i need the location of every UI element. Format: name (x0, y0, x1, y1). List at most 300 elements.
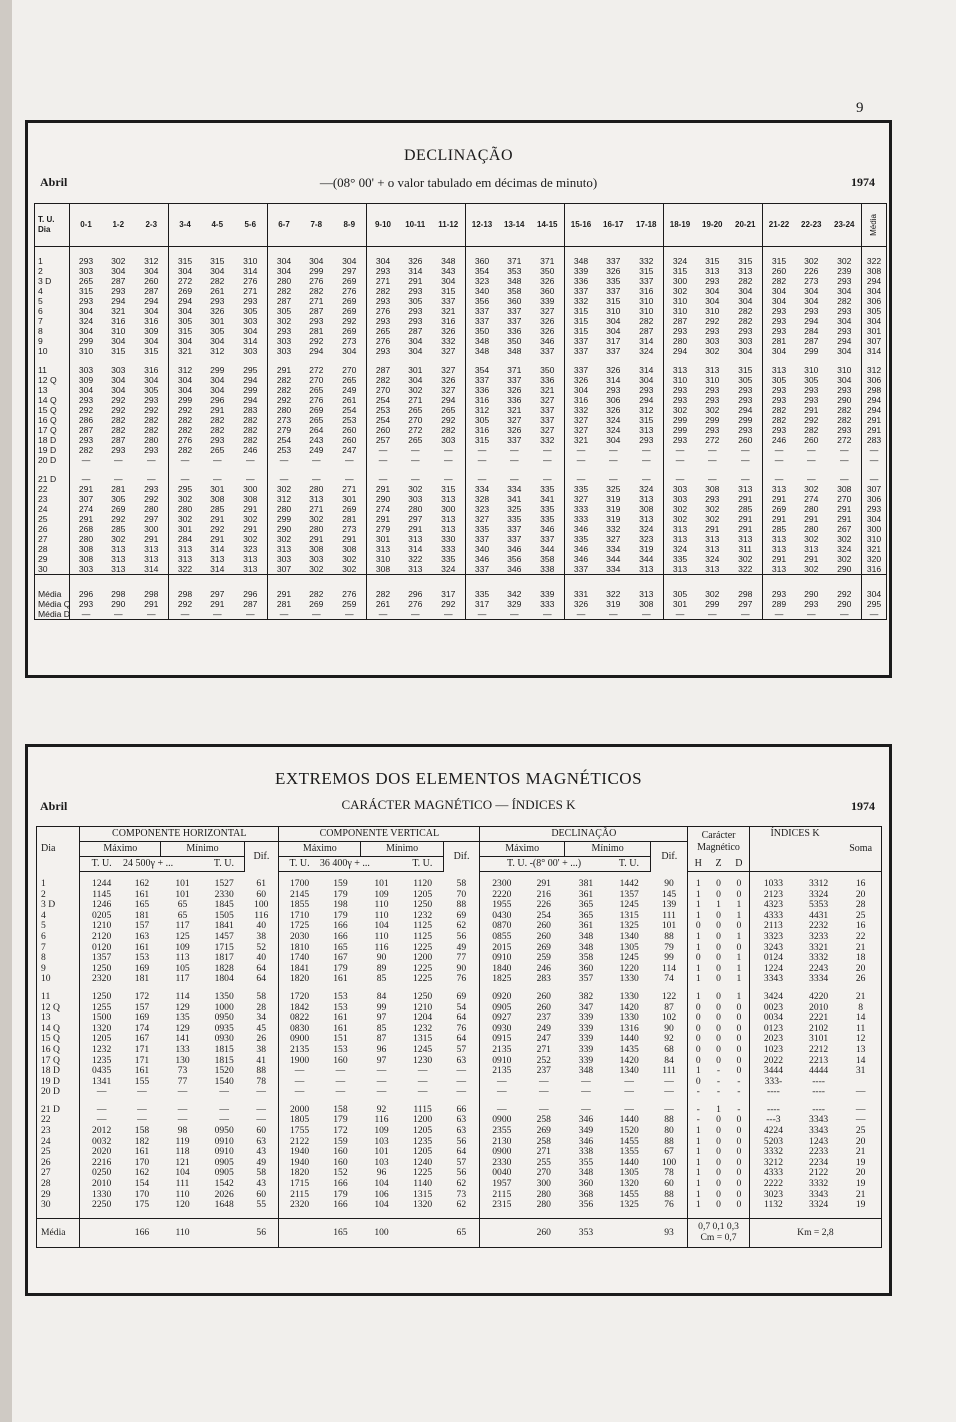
value-cell: — (311, 608, 321, 619)
value-cell: 304 (729, 286, 763, 296)
value-cell: 303 (729, 336, 763, 346)
value-cell: 310 (78, 346, 94, 356)
spacer-cell (630, 356, 664, 365)
value-cell: 272 (408, 425, 423, 435)
hour-header: 7-8 (300, 204, 333, 247)
media-cell (402, 1218, 443, 1247)
mean-cell: — (869, 608, 879, 619)
value-cell: — (81, 474, 91, 484)
value-cell: — (294, 1065, 305, 1077)
value-cell: 333 (573, 504, 589, 514)
value-cell: 316 (135, 316, 169, 326)
value-cell: 77 (177, 1075, 188, 1087)
value-cell: 60 (244, 1126, 279, 1137)
value-cell: — (417, 1075, 428, 1087)
value-cell: 304 (177, 385, 193, 395)
value-cell: 348 (578, 941, 594, 953)
value-cell: 111 (175, 1178, 190, 1190)
value-cell: 101 (651, 921, 688, 932)
value-cell: 158 (333, 1103, 348, 1115)
value-cell: — (538, 1086, 549, 1098)
value-cell: 304 (276, 266, 292, 276)
value-cell: 1648 (214, 1199, 234, 1211)
value-cell: 327 (531, 306, 565, 316)
spacer-cell (333, 465, 367, 474)
value-cell: 315 (474, 435, 490, 445)
value-cell: 293 (375, 296, 391, 306)
value-cell: 291 (828, 514, 862, 524)
value-cell: 1 (729, 900, 750, 911)
value-cell: — (855, 1114, 866, 1126)
value-cell: 312 (474, 405, 490, 415)
value-cell: 313 (672, 524, 688, 534)
value-cell: 293 (771, 425, 787, 435)
value-cell: — (675, 445, 685, 455)
spacer-cell (244, 1211, 279, 1219)
value-cell: 302 (234, 534, 268, 544)
value-cell: 335 (531, 504, 565, 514)
value-cell: — (378, 455, 388, 465)
value-cell: 80 (651, 1126, 688, 1137)
value-cell: 297 (135, 514, 169, 524)
value-cell: 270 (536, 1167, 551, 1179)
value-cell: - (716, 1075, 721, 1087)
value-cell: 257 (375, 435, 391, 445)
value-cell: 290 (828, 395, 862, 405)
spacer-cell (862, 247, 887, 257)
declination-row (35, 564, 887, 575)
value-cell: 0 (729, 1158, 750, 1169)
value-cell: 282 (804, 425, 819, 435)
value-cell: 315 (729, 365, 763, 375)
value-cell: 62 (443, 1179, 480, 1190)
spacer-cell (402, 1211, 443, 1219)
value-cell: 0123 (763, 1022, 784, 1034)
day-cell: 15 Q (37, 1034, 80, 1045)
spacer-cell (234, 247, 268, 257)
value-cell: 298 (177, 588, 193, 599)
value-cell: 347 (578, 1001, 594, 1013)
value-cell: 0 (716, 1188, 721, 1200)
value-cell: 281 (309, 326, 324, 336)
value-cell: 299 (276, 514, 292, 524)
value-cell: 26 (855, 973, 866, 985)
value-cell: 305 (474, 415, 490, 425)
spacer-cell (102, 356, 135, 365)
value-cell: 1243 (809, 1135, 829, 1147)
value-cell: 25 (855, 909, 866, 921)
value-cell: 2102 (809, 1022, 829, 1034)
value-cell: 282 (729, 316, 763, 326)
value-cell: 337 (474, 375, 490, 385)
value-cell: 103 (374, 1135, 389, 1147)
value-cell: 308 (78, 554, 94, 564)
value-cell: 287 (672, 316, 688, 326)
value-cell: 315 (729, 256, 763, 266)
value-cell: 1340 (619, 1065, 639, 1077)
value-cell: 0 (729, 1200, 750, 1211)
spacer-cell (234, 356, 268, 365)
value-cell: 1315 (413, 1033, 433, 1045)
value-cell: 181 (134, 973, 150, 985)
value-cell: 1710 (289, 909, 310, 921)
value-cell: 321 (573, 435, 589, 445)
value-cell: 2135 (492, 1065, 512, 1077)
value-cell: 344 (531, 544, 565, 554)
hour-header: 16-17 (597, 204, 630, 247)
value-cell: 276 (375, 336, 391, 346)
value-cell: 90 (376, 952, 387, 964)
value-cell: 304 (177, 266, 193, 276)
value-cell: 271 (375, 276, 391, 286)
value-cell: 293 (408, 306, 423, 316)
value-cell: 2233 (809, 1146, 829, 1158)
value-cell: 172 (134, 990, 150, 1002)
spacer-cell (201, 356, 234, 365)
value-cell: 255 (536, 1156, 551, 1168)
value-cell: 139 (651, 900, 688, 911)
value-cell: 321 (432, 306, 466, 316)
value-cell: 307 (268, 564, 301, 575)
value-cell: — (335, 1086, 346, 1098)
extremes-media-row (37, 1218, 882, 1247)
value-cell: 1840 (492, 962, 512, 974)
value-cell: 310 (672, 375, 688, 385)
mean-cell: 306 (866, 494, 882, 504)
media-cell (608, 1218, 651, 1247)
value-cell: 304 (135, 375, 169, 385)
value-cell: 1305 (619, 1167, 639, 1179)
value-cell: 280 (309, 524, 324, 534)
spacer-cell (763, 465, 796, 474)
value-cell: 2320 (289, 1199, 310, 1211)
value-cell: 103 (374, 1156, 389, 1168)
spacer-cell (729, 356, 763, 365)
media-cell (204, 1218, 244, 1247)
value-cell: 302 (276, 316, 292, 326)
day-cell: 27 (35, 534, 70, 544)
value-cell: 298 (135, 589, 169, 599)
value-cell: — (311, 474, 321, 484)
comp-horizontal-header: COMPONENTE HORIZONTAL (80, 827, 279, 842)
day-cell: 28 (35, 544, 70, 554)
value-cell: 2010 (92, 1178, 112, 1190)
value-cell: 20 (855, 888, 866, 900)
value-cell: — (212, 455, 222, 465)
value-cell: 273 (276, 415, 292, 425)
value-cell: 271 (536, 1043, 551, 1055)
value-cell: — (294, 1086, 305, 1098)
value-cell: 271 (309, 296, 324, 306)
value-cell: 302 (795, 564, 828, 575)
day-cell: Média (35, 589, 70, 599)
value-cell: 19 (855, 1178, 866, 1190)
value-cell: 326 (606, 266, 621, 276)
value-cell: 312 (177, 365, 193, 375)
value-cell: 0430 (492, 909, 512, 921)
value-cell: 163 (134, 930, 150, 942)
value-cell: 293 (804, 306, 819, 316)
value-cell: 1125 (413, 930, 433, 942)
value-cell: 302 (705, 514, 720, 524)
value-cell: 337 (507, 524, 522, 534)
value-cell: 282 (432, 425, 466, 435)
value-cell: 293 (210, 296, 225, 306)
value-cell: 308 (367, 564, 400, 575)
value-cell: 310 (606, 306, 621, 316)
value-cell: — (378, 474, 388, 484)
value-cell: 299 (672, 415, 688, 425)
value-cell: 299 (177, 395, 193, 405)
media-v-dif: 65 (443, 1218, 480, 1247)
value-cell: 303 (234, 316, 268, 326)
value-cell: 296 (408, 588, 423, 599)
value-cell: 1033 (763, 878, 784, 889)
value-cell: 302 (309, 514, 324, 524)
value-cell: 307 (78, 494, 94, 504)
value-cell: 0910 (214, 1146, 234, 1158)
value-cell: 304 (276, 256, 292, 266)
value-cell: 261 (333, 395, 367, 405)
value-cell: 0870 (492, 920, 512, 932)
value-cell: 353 (507, 266, 522, 276)
value-cell: 1325 (619, 1199, 639, 1211)
value-cell: — (531, 609, 565, 620)
spacer-cell (135, 356, 169, 365)
value-cell: — (335, 1065, 346, 1077)
value-cell: 1320 (619, 1178, 639, 1190)
value-cell: 326 (507, 425, 522, 435)
value-cell: 313 (705, 544, 720, 554)
declination-row (35, 375, 887, 385)
value-cell: 1355 (619, 1146, 639, 1158)
value-cell: 291 (78, 514, 94, 524)
value-cell: 293 (828, 326, 862, 336)
value-cell: — (608, 455, 618, 465)
value-cell: 1125 (413, 920, 433, 932)
value-cell: 0 (729, 1147, 750, 1158)
value-cell: 292 (333, 316, 367, 326)
extremes-subtitle: CARÁCTER MAGNÉTICO — ÍNDICES K (341, 797, 576, 812)
value-cell: 293 (828, 306, 862, 316)
value-cell: 328 (474, 494, 490, 504)
value-cell: 3424 (763, 990, 784, 1002)
value-cell: 20 (855, 1167, 866, 1179)
day-cell: 9 (35, 336, 70, 346)
value-cell: 300 (135, 524, 169, 534)
value-cell: 292 (432, 415, 466, 425)
value-cell: 304 (135, 266, 169, 276)
value-cell: 22 (855, 930, 866, 942)
value-cell: 1 (695, 930, 701, 942)
value-cell: 296 (210, 395, 225, 405)
value-cell: 89 (376, 962, 387, 974)
value-cell: 1330 (619, 1012, 639, 1024)
value-cell: 312 (630, 405, 664, 415)
value-cell: 28 (244, 1003, 279, 1014)
value-cell: 4224 (763, 1125, 784, 1137)
value-cell: 326 (210, 306, 225, 316)
value-cell: 315 (432, 286, 466, 296)
value-cell: — (219, 1103, 229, 1115)
spacer-cell (608, 1211, 651, 1219)
value-cell: 292 (177, 405, 193, 415)
value-cell: 1542 (214, 1178, 234, 1190)
value-cell: 16 (855, 920, 866, 932)
value-cell: 299 (78, 336, 94, 346)
day-cell: 22 (37, 1115, 80, 1126)
value-cell: 260 (333, 425, 367, 435)
value-cell: 87 (651, 1003, 688, 1014)
media-h-dif: 56 (244, 1218, 279, 1247)
value-cell: 118 (175, 1146, 190, 1158)
declination-row (35, 514, 887, 524)
value-cell: 304 (408, 336, 423, 346)
day-cell: 20 D (35, 455, 70, 465)
value-cell: 310 (630, 296, 664, 306)
value-cell: 0 (716, 1022, 721, 1034)
spacer-cell (432, 356, 466, 365)
media-label: Média (37, 1218, 80, 1247)
value-cell: 88 (244, 1066, 279, 1077)
mean-cell: 301 (866, 326, 882, 336)
value-cell: — (497, 1103, 507, 1115)
value-cell: ---3 (766, 1114, 781, 1126)
day-cell: 8 (37, 953, 80, 964)
value-cell: 327 (432, 385, 466, 395)
value-cell: 310 (111, 326, 126, 336)
value-cell: 88 (651, 1137, 688, 1148)
value-cell: 1 (695, 888, 701, 900)
value-cell: 0 (729, 1066, 750, 1077)
value-cell: 78 (244, 1077, 279, 1088)
value-cell: 20 (855, 962, 866, 974)
day-cell: 27 (37, 1168, 80, 1179)
value-cell: 334 (606, 544, 621, 554)
value-cell: 0 (729, 1179, 750, 1190)
value-cell: 326 (408, 256, 423, 266)
spacer-cell (367, 465, 400, 474)
value-cell: 289 (771, 598, 787, 609)
value-cell: — (417, 1065, 428, 1077)
value-cell: 293 (705, 425, 720, 435)
value-cell: — (477, 474, 487, 484)
value-cell: 76 (443, 974, 480, 985)
mean-cell: 291 (866, 415, 882, 425)
spacer-cell (35, 465, 70, 474)
value-cell: — (651, 1087, 688, 1098)
spacer-cell (664, 247, 697, 257)
value-cell: 182 (134, 1135, 150, 1147)
value-cell: 326 (606, 405, 621, 415)
value-cell: 276 (408, 598, 423, 609)
value-cell: 254 (375, 415, 391, 425)
value-cell: 304 (309, 256, 324, 266)
value-cell: 279 (375, 524, 391, 534)
value-cell: 38 (244, 1045, 279, 1056)
value-cell: 339 (531, 589, 565, 599)
value-cell: 88 (651, 1190, 688, 1201)
mean-cell: 308 (866, 266, 882, 276)
value-cell: 313 (630, 589, 664, 599)
spacer-cell (70, 575, 103, 589)
value-cell: 315 (705, 256, 720, 266)
value-cell: 326 (432, 375, 466, 385)
mean-cell: 310 (866, 534, 882, 544)
value-cell: 260 (135, 276, 169, 286)
mean-cell: 304 (866, 316, 882, 326)
value-cell: - (696, 1114, 700, 1126)
value-cell: 106 (374, 1188, 389, 1200)
value-cell: 0900 (492, 1146, 512, 1158)
hour-header: 18-19 (664, 204, 697, 247)
value-cell: 291 (804, 514, 819, 524)
day-cell: 24 (37, 1137, 80, 1148)
value-cell: 293 (78, 256, 94, 266)
value-cell: 297 (729, 599, 763, 609)
value-cell: 305 (276, 306, 292, 316)
value-cell: 297 (408, 514, 423, 524)
value-cell: — (806, 608, 816, 619)
spacer-cell (597, 575, 630, 589)
value-cell: 1305 (619, 941, 639, 953)
mean-cell: — (869, 445, 879, 455)
value-cell: — (477, 608, 487, 619)
value-cell: 293 (78, 296, 94, 306)
value-cell: 310 (630, 306, 664, 316)
declination-row (35, 395, 887, 405)
value-cell: 282 (375, 375, 391, 385)
value-cell: 84 (651, 1056, 688, 1067)
value-cell: 309 (78, 375, 94, 385)
value-cell: 335 (474, 588, 490, 599)
value-cell: 2234 (809, 1156, 829, 1168)
value-cell: 282 (78, 445, 94, 455)
value-cell: 356 (507, 554, 522, 564)
value-cell: 346 (573, 544, 589, 554)
value-cell: 304 (177, 375, 193, 385)
value-cell: — (177, 1114, 188, 1126)
value-cell: 326 (573, 375, 589, 385)
value-cell: 282 (771, 405, 787, 415)
value-cell: 272 (705, 435, 720, 445)
value-cell: 261 (210, 286, 225, 296)
value-cell: 304 (333, 256, 367, 266)
value-cell: 354 (474, 266, 490, 276)
value-cell: 294 (828, 336, 862, 346)
value-cell: 304 (210, 266, 225, 276)
value-cell: 63 (443, 1115, 480, 1126)
value-cell: 315 (573, 306, 589, 316)
value-cell: 323 (474, 276, 490, 286)
value-cell: 153 (333, 990, 348, 1002)
value-cell: 290 (111, 598, 126, 609)
value-cell: 292 (309, 336, 324, 346)
spacer-cell (201, 465, 234, 474)
value-cell: — (477, 445, 487, 455)
value-cell: 287 (234, 599, 268, 609)
value-cell: 337 (507, 375, 522, 385)
value-cell: 259 (536, 952, 551, 964)
value-cell: 260 (536, 990, 551, 1002)
magnetico-label: Magnético (697, 841, 740, 853)
value-cell: 310 (705, 375, 720, 385)
spacer-cell (630, 465, 664, 474)
value-cell: — (279, 608, 289, 619)
value-cell: 292 (705, 316, 720, 326)
value-cell: 2222 (763, 1178, 784, 1190)
value-cell: 335 (531, 484, 565, 494)
